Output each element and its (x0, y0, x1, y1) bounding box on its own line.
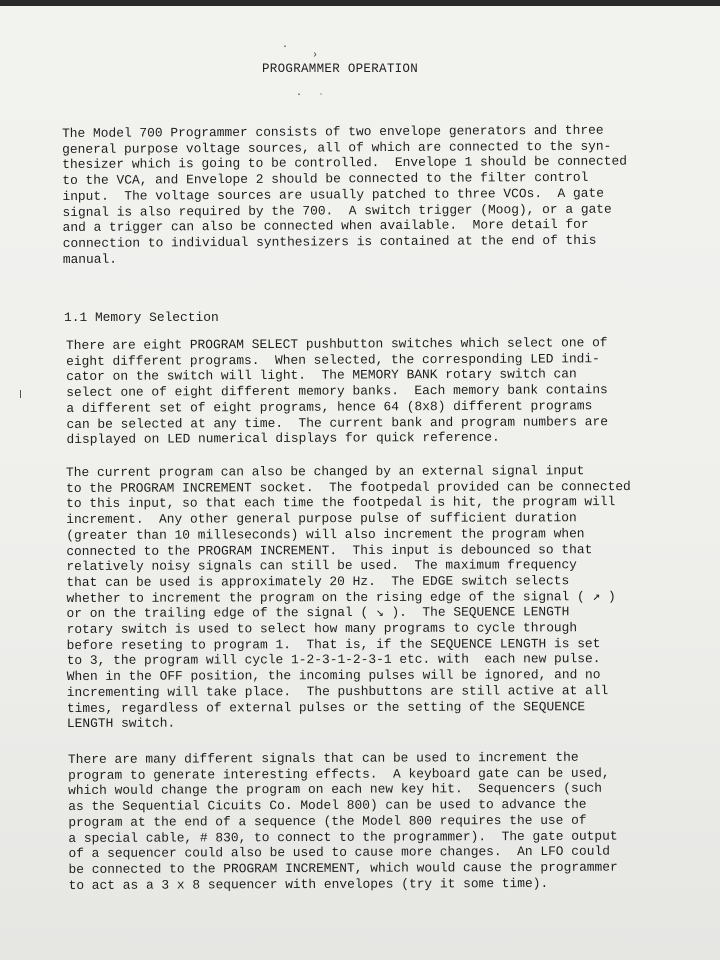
text-line: eight different programs. When selected, the corresponding LED indi- (66, 350, 600, 369)
text-line: increment. Any other general purpose pulse of sufficient duration (66, 510, 577, 528)
speck-mark: ˙ (318, 94, 325, 105)
text-line: select one of eight different memory banks. Each memory bank contains (66, 382, 608, 401)
text-line: program at the end of a sequence (the Model 800 requires the use of (68, 812, 587, 830)
memory-paragraph-3 (68, 749, 669, 893)
text-line: There are many different signals that can be used to increment the (68, 749, 579, 767)
text-line: connection to individual synthesizers is contained at the end of this (62, 232, 597, 251)
section-heading: 1.1 Memory Selection (64, 310, 219, 325)
text-line: cator on the switch will light. The MEMORY BANK rotary switch can (66, 366, 577, 385)
text-line: input. The voltage sources are usually patched to three VCOs. A gate (62, 185, 604, 204)
text-line: can be selected at any time. The current bank and program numbers are (66, 413, 608, 432)
speck-mark: · (296, 90, 303, 101)
text-line: that can be used is approximately 20 Hz. The EDGE switch selects (66, 573, 570, 590)
text-line: whether to increment the program on the rising edge of the signal ( ↗ ) (66, 588, 616, 606)
page-title: PROGRAMMER OPERATION (262, 62, 419, 76)
text-line: (greater than 10 milleseconds) will also increment the program when (66, 526, 585, 543)
memory-paragraph-2 (66, 463, 667, 732)
text-line: program to generate interesting effects. A keyboard gate can be used, (68, 765, 610, 783)
text-line: connected to the PROGRAM INCREMENT. This input is debounced so that (66, 541, 593, 559)
memory-paragraph-1 (66, 335, 667, 448)
document-page (0, 6, 720, 960)
text-line: manual. (62, 251, 118, 267)
text-line: There are eight PROGRAM SELECT pushbutton switches which select one of (66, 335, 608, 353)
text-line: to act as a 3 x 8 sequencer with envelopes (try it some time). (68, 875, 549, 893)
margin-mark (20, 390, 21, 398)
text-line: or on the trailing edge of the signal ( ↘ ). The SEQUENCE LENGTH (66, 604, 570, 622)
text-line: a special cable, # 830, to connect to the programmer). The gate output (68, 828, 618, 846)
text-line: The current program can also be changed by an external signal input (66, 463, 585, 480)
text-line: which would change the program on each new key hit. Sequencers (such (68, 781, 602, 799)
speck-mark: · (282, 42, 289, 53)
text-line: times, regardless of external pulses or the setting of the SEQUENCE (66, 698, 586, 716)
text-line: to this input, so that each time the footpedal is hit, the program will (66, 494, 616, 512)
text-line: a different set of eight programs, hence 64 (8x8) different programs (66, 398, 593, 416)
text-line: LENGTH switch. (66, 715, 176, 732)
text-line: displayed on LED numerical displays for quick reference. (66, 429, 500, 448)
text-line: to 3, the program will cycle 1-2-3-1-2-3-1 etc. with each new pulse. (66, 651, 601, 669)
text-line: rotary switch is used to select how many programs to cycle through (66, 620, 578, 638)
text-line: thesizer which is going to be controlled. Envelope 1 should be connected (62, 153, 627, 173)
text-line: as the Sequential Cicuits Co. Model 800) can be used to advance the (68, 796, 587, 815)
text-line: and a trigger can also be connected when available. More detail for (62, 217, 589, 236)
text-line: general purpose voltage sources, all of which are connected to the syn- (62, 138, 612, 157)
text-line: relatively noisy signals can still be used. The maximum frequency (66, 557, 577, 575)
text-line: When in the OFF position, the incoming pulses will be ignored, and no (66, 667, 601, 685)
text-line: signal is also required by the 700. A switch trigger (Moog), or a gate (62, 201, 612, 220)
text-line: to the PROGRAM INCREMENT socket. The footpedal provided can be connected (66, 478, 631, 496)
text-line: of a sequencer could also be used to cause more changes. An LFO could (68, 843, 610, 862)
text-line: be connected to the PROGRAM INCREMENT, which would cause the programmer (68, 859, 618, 877)
text-line: incrementing will take place. The pushbuttons are still active at all (66, 682, 609, 700)
text-line: to the VCA, and Envelope 2 should be connected to the filter control (62, 169, 589, 189)
intro-paragraph (62, 122, 663, 267)
text-line: The Model 700 Programmer consists of two envelope generators and three (62, 122, 604, 141)
speck-mark: › (312, 50, 319, 61)
text-line: before reseting to program 1. That is, if the SEQUENCE LENGTH is set (66, 635, 601, 653)
